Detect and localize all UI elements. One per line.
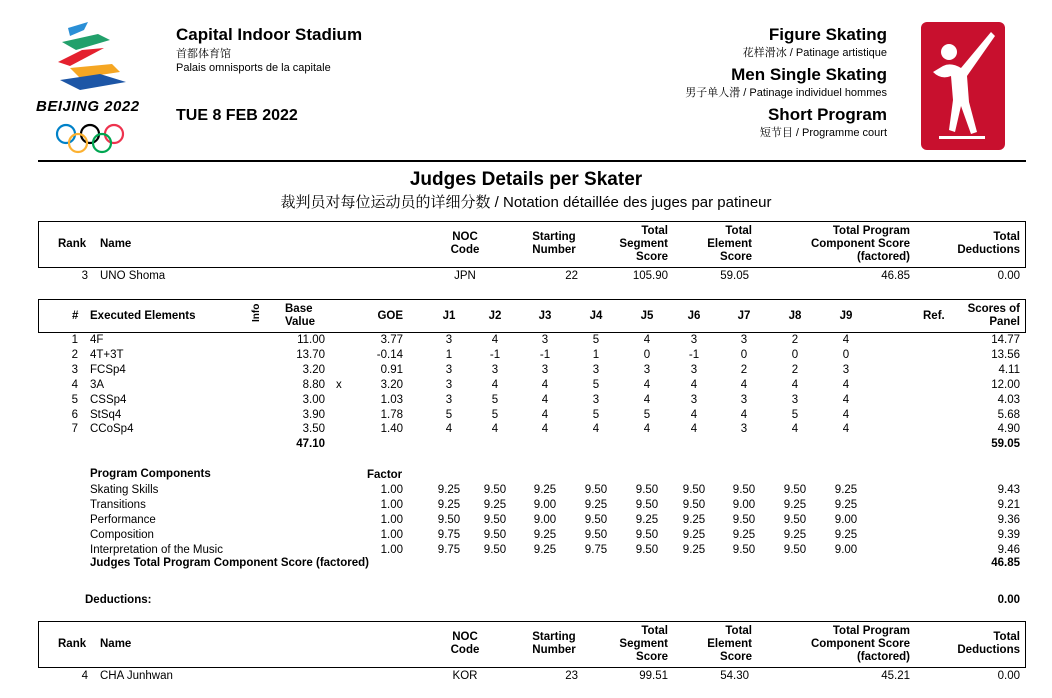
element-judge-score: 4 (842, 378, 850, 391)
element-judge-score: 3 (690, 363, 698, 376)
component-judge-score: 9.50 (635, 498, 659, 511)
element-panel-score: 4.11 (998, 363, 1020, 376)
skater-start: 22 (565, 270, 578, 282)
element-goe: 0.91 (380, 363, 403, 376)
component-judge-score: 9.50 (732, 543, 756, 556)
element-num: 1 (71, 334, 78, 346)
skater-pictogram-icon (921, 22, 1005, 150)
skater-row (0, 269, 1052, 283)
element-panel-score: 4.03 (997, 393, 1020, 406)
element-judge-score: 3 (643, 363, 651, 376)
component-judge-score: 9.50 (682, 498, 706, 511)
element-name: StSq4 (90, 408, 122, 421)
element-name: 3A (90, 378, 105, 391)
report-title: Judges Details per Skater (409, 169, 643, 190)
element-judge-score: 4 (740, 408, 748, 421)
element-judge-score: 3 (445, 334, 453, 346)
component-factor: 1.00 (380, 543, 403, 556)
event-date: TUE 8 FEB 2022 (176, 107, 298, 124)
component-judge-score: 9.50 (635, 543, 659, 556)
element-judge-score: 0 (842, 348, 850, 361)
element-judge-score: 4 (643, 393, 651, 406)
component-judge-score: 9.50 (635, 484, 659, 496)
next-col-ded: Total Deductions (957, 631, 1020, 656)
next-skater-ded: 0.00 (997, 670, 1020, 682)
col-start: Starting Number (532, 231, 576, 256)
element-judge-score: 1 (445, 348, 453, 361)
next-skater-row (0, 669, 1052, 683)
component-panel-score: 9.43 (997, 484, 1020, 496)
component-judge-score: 9.75 (584, 543, 608, 556)
element-panel-score: 13.56 (991, 348, 1020, 361)
element-name: 4T+3T (90, 348, 124, 361)
element-goe: 1.03 (380, 393, 403, 406)
component-judge-score: 9.00 (834, 543, 858, 556)
element-num: 5 (71, 393, 78, 406)
component-judge-score: 9.25 (437, 484, 461, 496)
deductions-label: Deductions: (85, 594, 152, 606)
skater-noc: JPN (454, 270, 476, 282)
element-judge-score: 4 (491, 423, 499, 436)
element-bonus-marker: x (336, 378, 342, 391)
element-judge-score: 4 (740, 378, 748, 391)
component-judge-score: 9.50 (732, 484, 756, 496)
el-col-ref: Ref. (923, 310, 945, 322)
col-noc: NOC Code (450, 231, 480, 256)
element-judge-score: 4 (842, 393, 850, 406)
component-judge-score: 9.50 (783, 513, 807, 526)
component-judge-score: 9.25 (533, 484, 557, 496)
element-judge-score: 2 (791, 334, 799, 346)
element-panel-score: 14.77 (991, 334, 1020, 346)
component-judge-score: 9.25 (437, 498, 461, 511)
venue-name-zh: 首都体育馆 (176, 48, 231, 60)
el-col-info: Info (251, 303, 262, 322)
component-judge-score: 9.75 (437, 528, 461, 541)
emblem-text: BEIJING 2022 (36, 98, 140, 115)
element-judge-score: 3 (592, 363, 600, 376)
element-judge-score: 4 (491, 378, 499, 391)
judge-header-9: J9 (839, 310, 853, 322)
elements-base-total: 47.10 (296, 438, 325, 450)
component-judge-score: 9.25 (682, 543, 706, 556)
element-judge-score: 5 (592, 334, 600, 346)
next-skater-noc: KOR (452, 670, 478, 682)
element-judge-score: 3 (740, 393, 748, 406)
component-judge-score: 9.50 (682, 484, 706, 496)
col-tss: Total Segment Score (619, 225, 668, 263)
judge-header-4: J4 (589, 310, 603, 322)
element-goe: 1.40 (380, 423, 403, 436)
element-judge-score: 0 (643, 348, 651, 361)
element-judge-score: 4 (643, 378, 651, 391)
judge-header-8: J8 (788, 310, 802, 322)
element-judge-score: 0 (791, 348, 799, 361)
element-base-value: 8.80 (302, 378, 325, 391)
next-skater-pcs: 45.21 (881, 670, 910, 682)
element-goe: 1.78 (380, 408, 403, 421)
element-judge-score: 3 (740, 423, 748, 436)
element-panel-score: 12.00 (991, 378, 1020, 391)
component-panel-score: 9.21 (997, 498, 1020, 511)
col-ded: Total Deductions (957, 231, 1020, 256)
component-judge-score: 9.25 (834, 498, 858, 511)
element-judge-score: 4 (541, 393, 549, 406)
header-divider (38, 160, 1026, 162)
segment-title: Short Program (767, 105, 887, 124)
element-judge-score: 4 (541, 423, 549, 436)
element-judge-score: 3 (842, 363, 850, 376)
next-skater-tes: 54.30 (720, 670, 749, 682)
element-judge-score: 5 (491, 393, 499, 406)
element-judge-score: 3 (541, 363, 549, 376)
component-judge-score: 9.25 (533, 528, 557, 541)
el-col-panel: Scores of Panel (967, 303, 1020, 328)
components-factor-header: Factor (367, 469, 403, 481)
element-judge-score: 5 (491, 408, 499, 421)
skater-name: UNO Shoma (100, 270, 166, 282)
sport-subtitle: 花样滑冰 / Patinage artistique (742, 47, 887, 59)
col-tes: Total Element Score (707, 225, 752, 263)
next-col-tes: Total Element Score (707, 625, 752, 663)
next-col-pcs: Total Program Component Score (factored) (810, 625, 910, 663)
next-col-tss: Total Segment Score (619, 625, 668, 663)
el-col-num: # (72, 310, 79, 322)
judge-header-6: J6 (687, 310, 701, 322)
component-factor: 1.00 (380, 513, 403, 526)
component-factor: 1.00 (380, 484, 403, 496)
beijing-2022-emblem (36, 20, 155, 155)
component-judge-score: 9.50 (584, 484, 608, 496)
element-judge-score: -1 (688, 348, 700, 361)
col-pcs: Total Program Component Score (factored) (810, 225, 910, 263)
component-judge-score: 9.00 (533, 498, 557, 511)
next-skater-rank: 4 (81, 670, 88, 682)
components-title: Program Components (90, 468, 211, 480)
next-col-start: Starting Number (532, 631, 576, 656)
element-judge-score: 0 (740, 348, 748, 361)
component-judge-score: 9.75 (437, 543, 461, 556)
element-name: CCoSp4 (90, 423, 134, 436)
component-judge-score: 9.25 (483, 498, 507, 511)
element-name: CSSp4 (90, 393, 127, 406)
component-judge-score: 9.00 (732, 498, 756, 511)
element-base-value: 13.70 (296, 348, 325, 361)
element-num: 3 (71, 363, 78, 376)
component-panel-score: 9.39 (997, 528, 1020, 541)
judge-header-2: J2 (488, 310, 502, 322)
component-judge-score: 9.25 (635, 513, 659, 526)
next-col-rank: Rank (58, 638, 87, 650)
element-judge-score: 4 (791, 423, 799, 436)
olympic-rings-icon (54, 122, 126, 154)
col-rank: Rank (58, 238, 87, 250)
next-col-name: Name (100, 638, 132, 650)
element-judge-score: 5 (791, 408, 799, 421)
element-judge-score: 4 (643, 334, 651, 346)
element-judge-score: 5 (643, 408, 651, 421)
element-name: 4F (90, 334, 104, 346)
component-judge-score: 9.25 (682, 513, 706, 526)
component-judge-score: 9.50 (783, 543, 807, 556)
component-judge-score: 9.50 (635, 528, 659, 541)
component-judge-score: 9.25 (783, 498, 807, 511)
element-judge-score: 4 (541, 378, 549, 391)
component-judge-score: 9.50 (584, 513, 608, 526)
component-name: Transitions (90, 498, 146, 511)
element-judge-score: 4 (690, 423, 698, 436)
element-judge-score: 4 (842, 423, 850, 436)
element-judge-score: 3 (445, 393, 453, 406)
element-judge-score: 4 (541, 408, 549, 421)
element-judge-score: -1 (489, 348, 501, 361)
skater-ded: 0.00 (997, 270, 1020, 282)
element-judge-score: 3 (740, 334, 748, 346)
judge-header-1: J1 (442, 310, 456, 322)
element-goe: -0.14 (376, 348, 403, 361)
component-panel-score: 9.36 (997, 513, 1020, 526)
next-skater-tss: 99.51 (639, 670, 668, 682)
element-judge-score: 4 (842, 334, 850, 346)
element-judge-score: 4 (445, 423, 453, 436)
element-judge-score: 4 (643, 423, 651, 436)
element-base-value: 3.90 (302, 408, 325, 421)
component-judge-score: 9.50 (783, 484, 807, 496)
element-judge-score: 5 (445, 408, 453, 421)
element-judge-score: 3 (592, 393, 600, 406)
element-panel-score: 5.68 (997, 408, 1020, 421)
component-judge-score: 9.50 (483, 513, 507, 526)
element-judge-score: 3 (445, 363, 453, 376)
venue-name: Capital Indoor Stadium (176, 25, 363, 44)
component-judge-score: 9.25 (834, 528, 858, 541)
skater-pcs: 46.85 (881, 270, 910, 282)
component-judge-score: 9.50 (437, 513, 461, 526)
el-col-element: Executed Elements (90, 310, 196, 322)
element-base-value: 3.00 (302, 393, 325, 406)
element-judge-score: 3 (445, 378, 453, 391)
component-judge-score: 9.25 (834, 484, 858, 496)
report-subtitle: 裁判员对每位运动员的详细分数 / Notation détaillée des juges par patineur (280, 194, 772, 211)
element-judge-score: 3 (791, 393, 799, 406)
component-name: Performance (90, 513, 156, 526)
col-name: Name (100, 238, 132, 250)
next-skater-start: 23 (565, 670, 578, 682)
skater-tss: 105.90 (632, 270, 668, 282)
component-judge-score: 9.25 (533, 543, 557, 556)
element-judge-score: -1 (539, 348, 551, 361)
component-judge-score: 9.50 (483, 528, 507, 541)
element-judge-score: 4 (491, 334, 499, 346)
element-base-value: 11.00 (297, 334, 325, 346)
judge-header-3: J3 (538, 310, 552, 322)
element-base-value: 3.20 (302, 363, 325, 376)
component-judge-score: 9.50 (732, 513, 756, 526)
next-skater-name: CHA Junhwan (100, 670, 173, 682)
element-num: 2 (71, 348, 78, 361)
skater-tes: 59.05 (720, 270, 749, 282)
component-factor: 1.00 (380, 528, 403, 541)
element-judge-score: 4 (690, 378, 698, 391)
element-judge-score: 3 (541, 334, 549, 346)
elements-panel-total: 59.05 (991, 438, 1020, 450)
component-name: Skating Skills (90, 484, 159, 496)
segment-subtitle: 短节目 / Programme court (759, 127, 887, 139)
element-judge-score: 1 (592, 348, 600, 361)
el-col-base: Base Value (285, 303, 316, 328)
element-judge-score: 4 (690, 408, 698, 421)
component-factor: 1.00 (380, 498, 403, 511)
emblem-ribbon-icon (40, 20, 155, 100)
component-judge-score: 9.25 (682, 528, 706, 541)
components-total-label: Judges Total Program Component Score (factored) (90, 557, 370, 569)
element-judge-score: 5 (592, 408, 600, 421)
component-name: Interpretation of the Music (90, 543, 223, 556)
element-num: 7 (71, 423, 78, 436)
element-judge-score: 4 (592, 423, 600, 436)
component-judge-score: 9.25 (783, 528, 807, 541)
element-judge-score: 4 (842, 408, 850, 421)
el-col-goe: GOE (377, 310, 403, 322)
element-judge-score: 3 (491, 363, 499, 376)
element-judge-score: 4 (791, 378, 799, 391)
element-goe: 3.77 (380, 334, 403, 346)
element-base-value: 3.50 (302, 423, 325, 436)
element-panel-score: 4.90 (997, 423, 1020, 436)
element-judge-score: 2 (791, 363, 799, 376)
element-judge-score: 3 (690, 334, 698, 346)
venue-name-fr: Palais omnisports de la capitale (176, 62, 331, 74)
components-total-value: 46.85 (991, 557, 1020, 569)
component-judge-score: 9.25 (732, 528, 756, 541)
element-judge-score: 2 (740, 363, 748, 376)
component-judge-score: 9.50 (584, 528, 608, 541)
event-subtitle: 男子单人滑 / Patinage individuel hommes (685, 87, 887, 99)
judge-header-5: J5 (640, 310, 654, 322)
component-judge-score: 9.25 (584, 498, 608, 511)
element-judge-score: 5 (592, 378, 600, 391)
component-name: Composition (90, 528, 154, 541)
sport-title: Figure Skating (768, 25, 887, 44)
component-judge-score: 9.50 (483, 543, 507, 556)
component-judge-score: 9.50 (483, 484, 507, 496)
component-panel-score: 9.46 (997, 543, 1020, 556)
element-num: 4 (71, 378, 78, 391)
next-col-noc: NOC Code (450, 631, 480, 656)
element-judge-score: 3 (690, 393, 698, 406)
event-title: Men Single Skating (731, 65, 887, 84)
element-num: 6 (71, 408, 78, 421)
element-goe: 3.20 (380, 378, 403, 391)
component-judge-score: 9.00 (533, 513, 557, 526)
judge-header-7: J7 (737, 310, 751, 322)
component-judge-score: 9.00 (834, 513, 858, 526)
deductions-value: 0.00 (997, 594, 1020, 606)
skater-rank: 3 (81, 270, 88, 282)
figure-skating-pictogram (921, 22, 1005, 150)
element-name: FCSp4 (90, 363, 126, 376)
